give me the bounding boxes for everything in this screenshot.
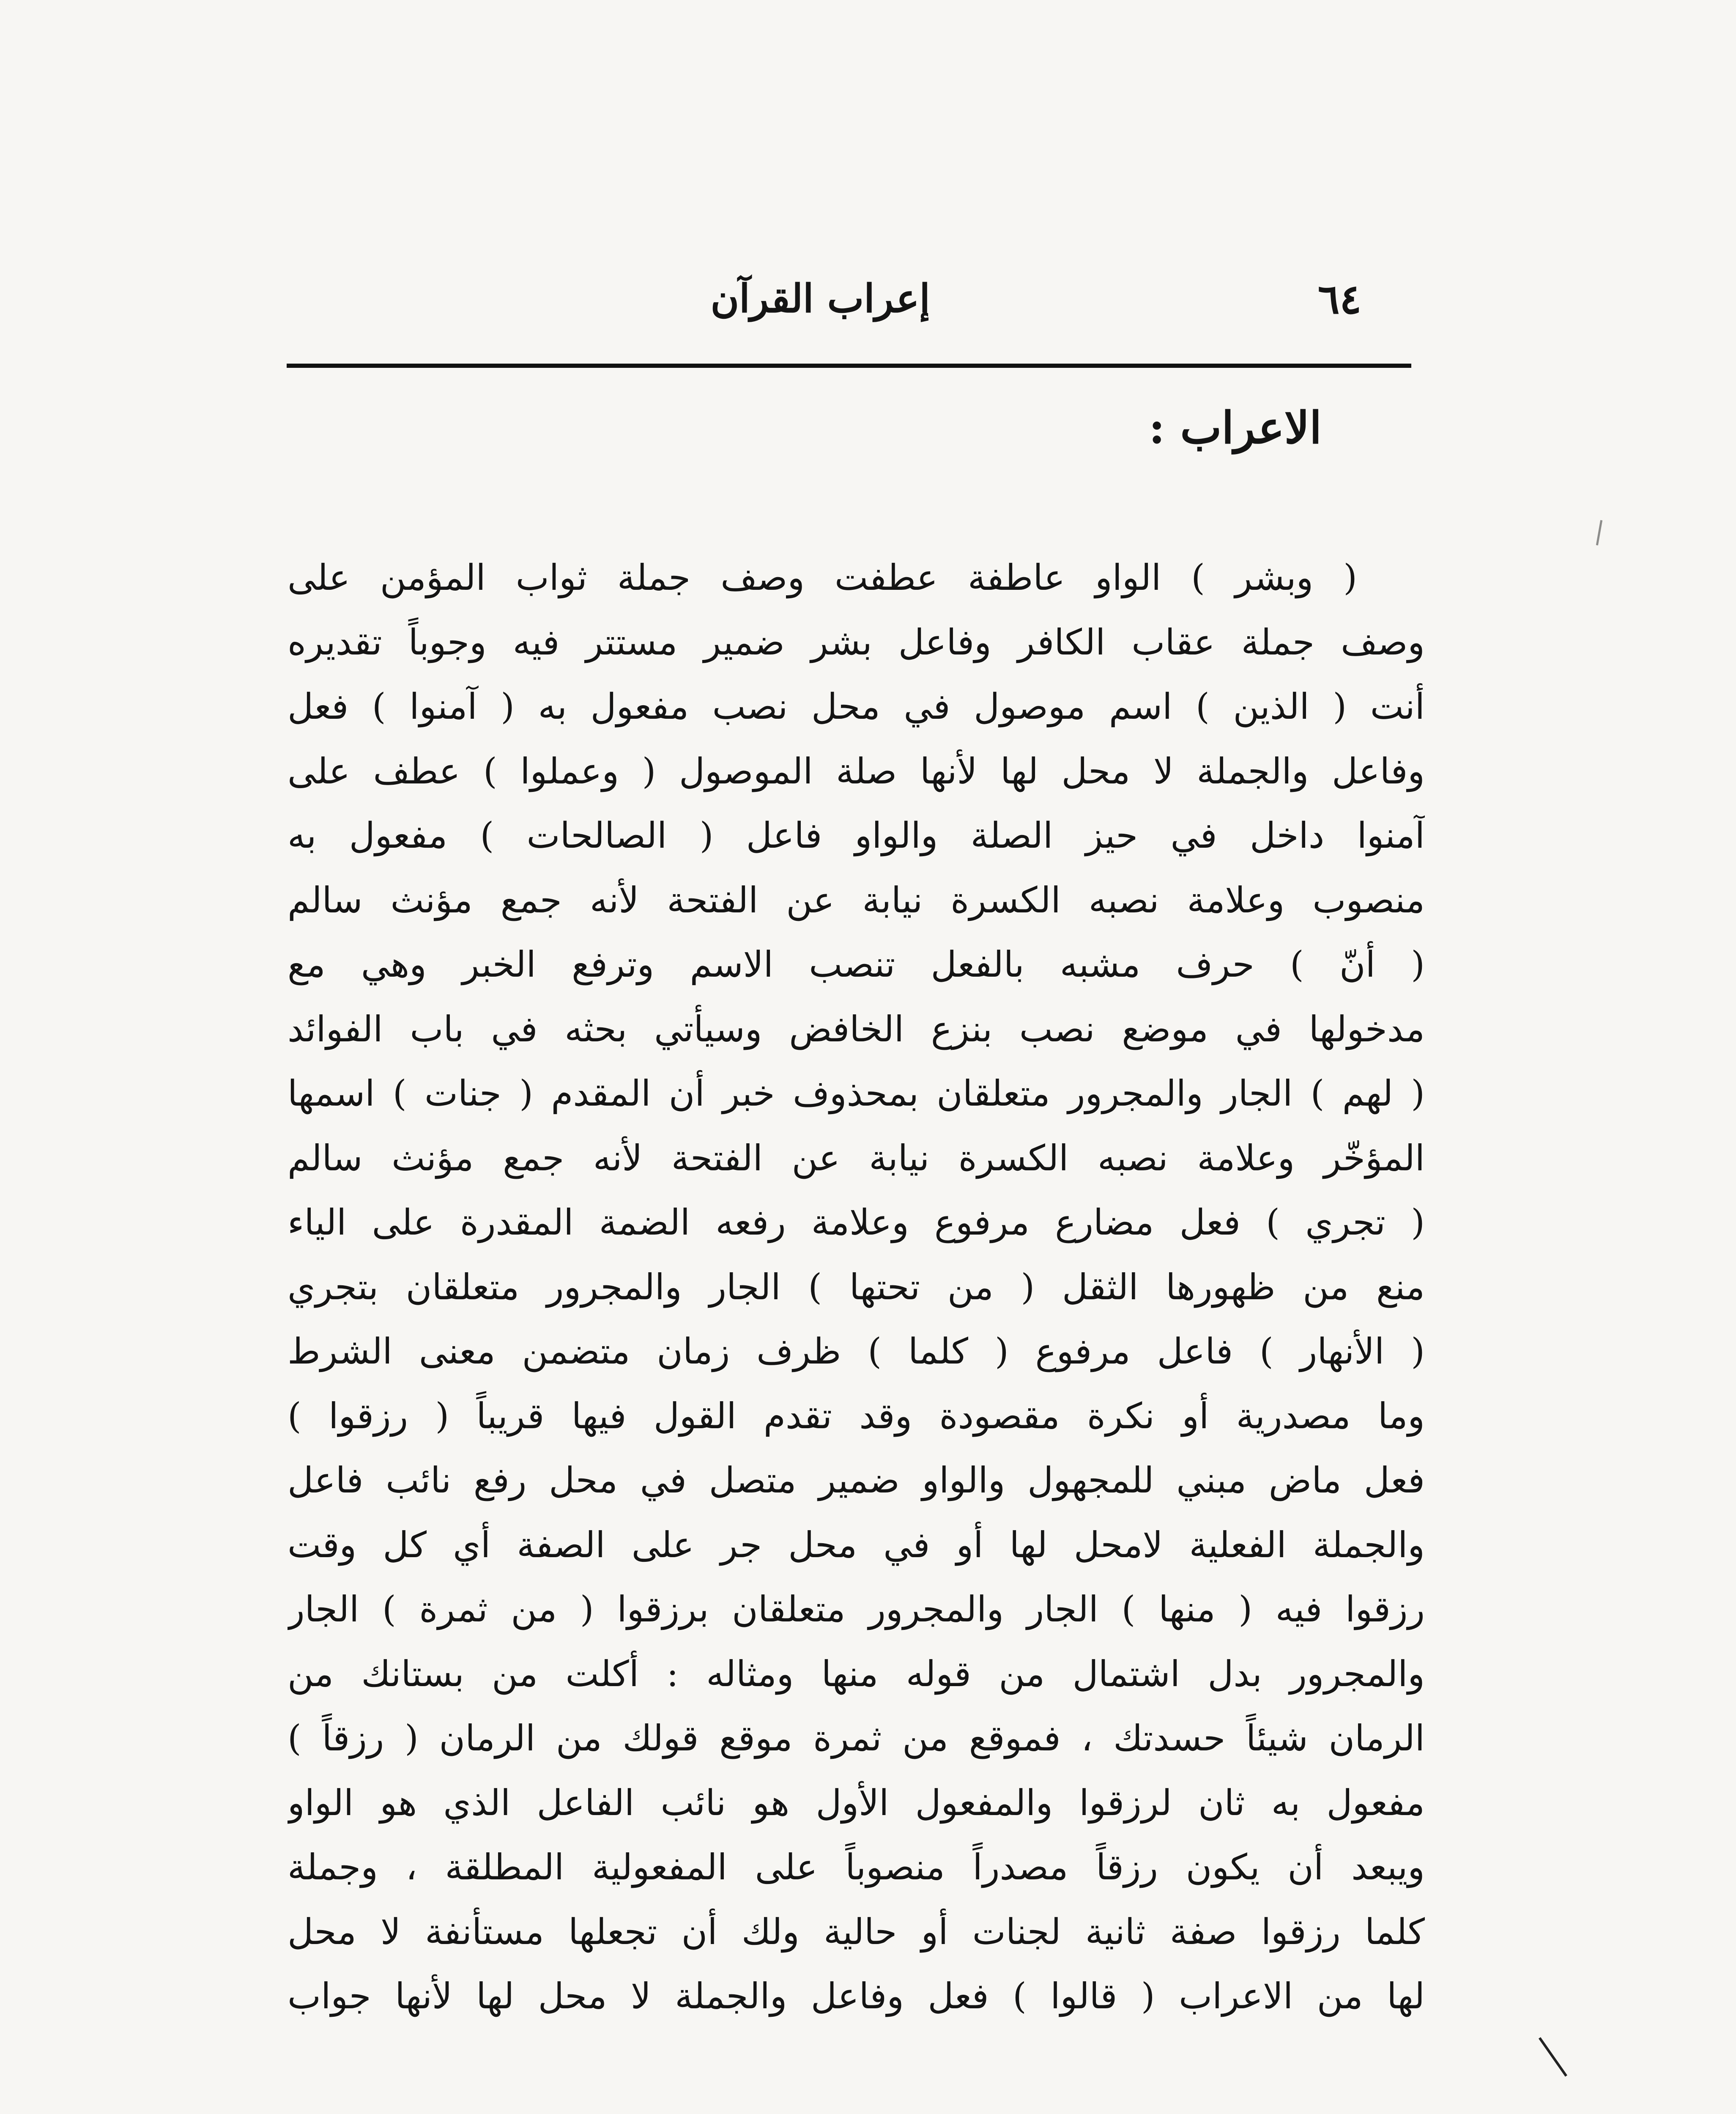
- text-line: ( أنّ ) حرف مشبه بالفعل تنصب الاسم وترفع الخبر وهي مع: [288, 944, 1425, 985]
- stray-mark: [1596, 520, 1602, 545]
- text-line: منع من ظهورها الثقل ( من تحتها ) الجار والمجرور متعلقان بتجري: [288, 1266, 1425, 1308]
- section-heading: الاعراب :: [1148, 402, 1322, 454]
- text-line: ويبعد أن يكون رزقاً مصدراً منصوباً على المفعولية المطلقة ، وجملة: [288, 1846, 1425, 1888]
- text-line: وصف جملة عقاب الكافر وفاعل بشر ضمير مستتر فيه وجوباً تقديره: [288, 621, 1425, 663]
- text-line: وما مصدرية أو نكرة مقصودة وقد تقدم القول فيها قريباً ( رزقوا ): [288, 1395, 1425, 1437]
- text-line: أنت ( الذين ) اسم موصول في محل نصب مفعول به ( آمنوا ) فعل: [288, 686, 1425, 727]
- text-line: ( الأنهار ) فاعل مرفوع ( كلما ) ظرف زمان متضمن معنى الشرط: [288, 1331, 1425, 1372]
- text-line: آمنوا داخل في حيز الصلة والواو فاعل ( الصالحات ) مفعول به: [288, 815, 1425, 856]
- text-line: فعل ماض مبني للمجهول والواو ضمير متصل في محل رفع نائب فاعل: [288, 1460, 1425, 1501]
- text-line: والمجرور بدل اشتمال من قوله منها ومثاله : أكلت من بستانك من: [288, 1653, 1425, 1695]
- text-line: المؤخّر وعلامة نصبه الكسرة نيابة عن الفتحة لأنه جمع مؤنث سالم: [288, 1137, 1425, 1179]
- running-title: إعراب القرآن: [710, 276, 930, 321]
- text-line: ( تجري ) فعل مضارع مرفوع وعلامة رفعه الضمة المقدرة على الياء: [288, 1202, 1425, 1243]
- text-line: لها من الاعراب ( قالوا ) فعل وفاعل والجملة لا محل لها لأنها جواب: [288, 1975, 1425, 2017]
- stray-mark: [1539, 2037, 1567, 2077]
- text-line: والجملة الفعلية لامحل لها أو في محل جر على الصفة أي كل وقت: [288, 1524, 1425, 1566]
- page-header: [288, 271, 1408, 330]
- text-line: ( لهم ) الجار والمجرور متعلقان بمحذوف خبر أن المقدم ( جنات ) اسمها: [288, 1073, 1425, 1114]
- text-line: كلما رزقوا صفة ثانية لجنات أو حالية ولك أن تجعلها مستأنفة لا محل: [288, 1911, 1425, 1952]
- text-line: منصوب وعلامة نصبه الكسرة نيابة عن الفتحة لأنه جمع مؤنث سالم: [288, 879, 1425, 921]
- text-line: وفاعل والجملة لا محل لها لأنها صلة الموصول ( وعملوا ) عطف على: [288, 750, 1425, 792]
- text-line: الرمان شيئاً حسدتك ، فموقع من ثمرة موقع قولك من الرمان ( رزقاً ): [288, 1717, 1425, 1759]
- text-line: مدخولها في موضع نصب بنزع الخافض وسيأتي بحثه في باب الفوائد: [288, 1008, 1425, 1050]
- text-line: رزقوا فيه ( منها ) الجار والمجرور متعلقان برزقوا ( من ثمرة ) الجار: [288, 1588, 1425, 1630]
- text-line: مفعول به ثان لرزقوا والمفعول الأول هو نائب الفاعل الذي هو الواو: [288, 1782, 1425, 1824]
- body-text: [288, 545, 1425, 2029]
- text-line: ( وبشر ) الواو عاطفة عطفت وصف جملة ثواب المؤمن على: [288, 557, 1357, 598]
- page-number: ٦٤: [1317, 275, 1361, 323]
- header-rule: [287, 364, 1411, 368]
